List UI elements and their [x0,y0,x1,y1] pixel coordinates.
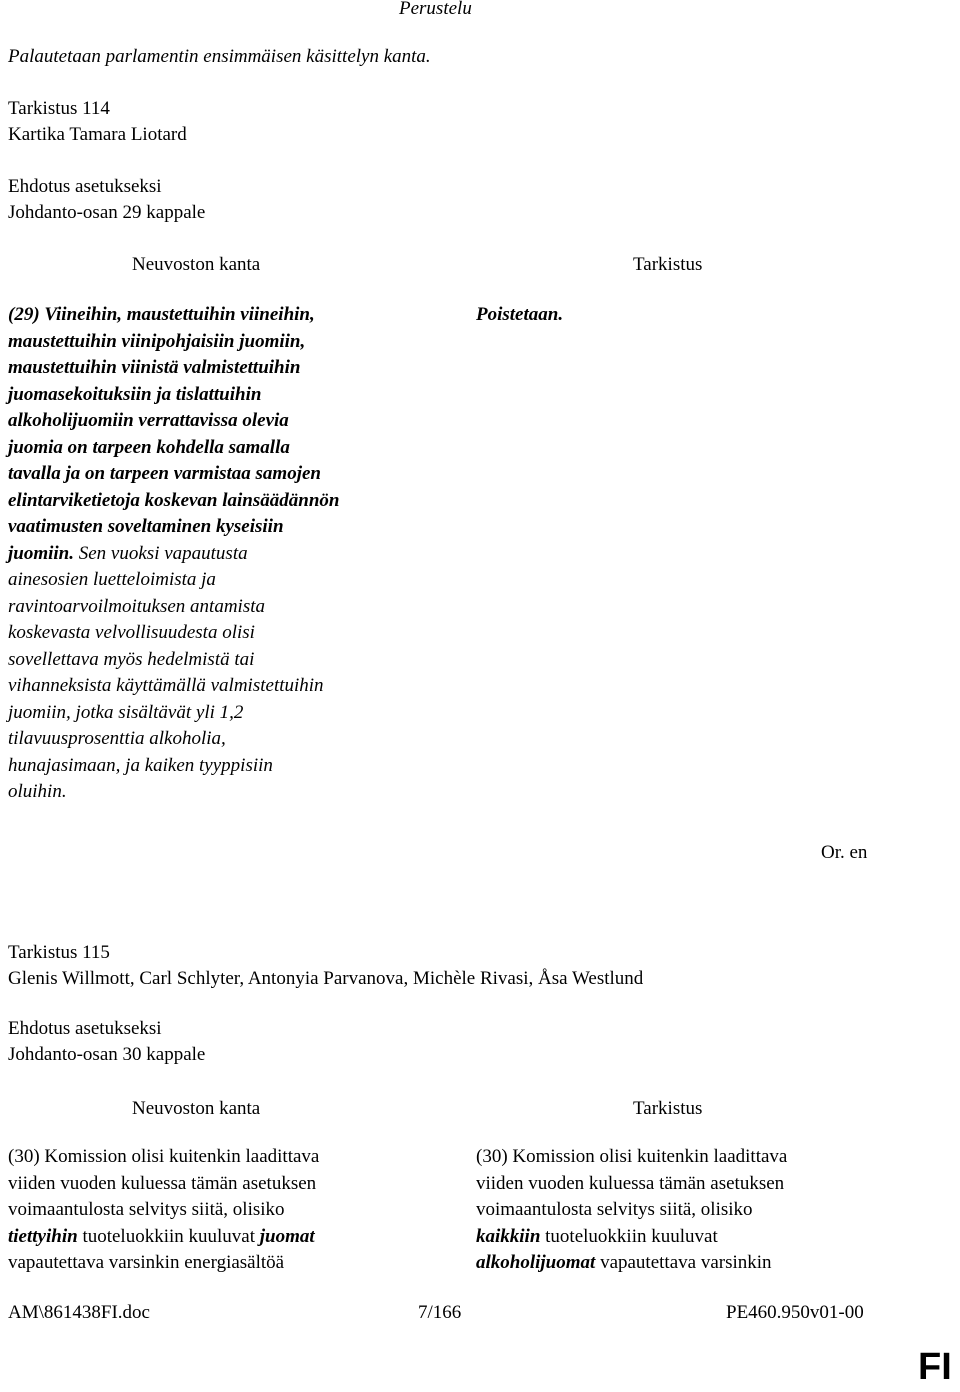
text-line: maustettuihin viinipohjaisiin juomiin, [8,330,306,352]
text-line: viiden vuoden kuluessa tämän asetuksen [476,1172,785,1194]
footer-language-code: FI [918,1346,952,1388]
text-line: koskevasta velvollisuudesta olisi [8,622,255,643]
footer-doc-ref: AM\861438FI.doc [8,1302,150,1323]
amendment-114-council-text [8,302,468,806]
text-line: voimaantulosta selvitys siitä, olisiko [476,1199,753,1220]
text-segment-bold: kaikkiin [476,1225,541,1247]
text-line: (30) Komission olisi kuitenkin laadittava [8,1146,320,1167]
text-line: vihanneksista käyttämällä valmistettuihin [8,675,324,696]
column-head-amendment: Tarkistus [633,254,703,275]
column-head-council: Neuvoston kanta [132,254,261,275]
text-line: oluihin. [8,781,67,802]
perustelu-heading: Perustelu [399,0,472,19]
text-segment-bold: alkoholijuomat [476,1252,596,1273]
text-line: hunajasimaan, ja kaiken tyyppisiin [8,754,273,776]
amendment-114-ref: Johdanto-osan 29 kappale [8,202,206,223]
text-line: maustettuihin viinistä valmistettuihin [8,357,301,378]
text-line: viiden vuoden kuluessa tämän asetuksen [8,1172,317,1194]
text-line: vapautettava varsinkin energiasältöä [8,1252,285,1273]
amendment-115-title: Tarkistus 115 [8,942,110,963]
text-line: juomasekoituksiin ja tislattuihin [8,383,262,405]
footer-page-number: 7/166 [418,1302,462,1323]
text-line: tilavuusprosenttia alkoholia, [8,728,226,749]
amendment-114-author: Kartika Tamara Liotard [8,124,187,145]
text-line: elintarviketietoja koskevan lainsäädännön [8,489,340,511]
amendment-114-proposal: Ehdotus asetukseksi [8,176,162,197]
column-head-council: Neuvoston kanta [132,1098,261,1119]
text-line: sovellettava myös hedelmistä tai [8,648,255,670]
amendment-115-amended-text [476,1144,946,1277]
text-line: vaatimusten soveltaminen kyseisiin [8,516,284,537]
amendment-115-ref: Johdanto-osan 30 kappale [8,1044,206,1065]
text-line: tavalla ja on tarpeen varmistaa samojen [8,463,321,484]
text-segment: tuoteluokkiin kuuluvat [540,1225,718,1247]
justification-text: Palautetaan parlamentin ensimmäisen käsittelyn kanta. [8,46,431,67]
text-line [476,1250,946,1277]
text-line: ravintoarvoilmoituksen antamista [8,595,266,617]
text-line: voimaantulosta selvitys siitä, olisiko [8,1199,285,1220]
text-segment: vapautettava varsinkin [595,1252,772,1273]
text-line [8,541,468,568]
text-line: alkoholijuomiin verrattavissa olevia [8,410,289,431]
amendment-115-proposal: Ehdotus asetukseksi [8,1018,162,1039]
text-segment-bold: juomiin. [8,542,74,564]
amendment-115-authors: Glenis Willmott, Carl Schlyter, Antonyia Parvanova, Michèle Rivasi, Åsa Westlund [8,968,644,989]
text-line [8,1224,468,1251]
text-line: juomia on tarpeen kohdella samalla [8,436,290,458]
amendment-114-deleted: Poistetaan. [476,304,564,325]
column-head-amendment: Tarkistus [633,1098,703,1119]
text-segment: tuoteluokkiin kuuluvat [77,1225,260,1247]
amendment-114-title: Tarkistus 114 [8,98,110,119]
text-segment: Sen vuoksi vapautusta [74,542,248,564]
text-segment-bold: juomat [259,1225,315,1247]
text-line: (29) Viineihin, maustettuihin viineihin, [8,304,315,325]
text-line: juomiin, jotka sisältävät yli 1,2 [8,701,244,723]
text-line: ainesosien luetteloimista ja [8,569,216,590]
footer-pe-ref: PE460.950v01-00 [726,1302,864,1323]
original-language: Or. en [821,842,868,863]
text-line: (30) Komission olisi kuitenkin laadittava [476,1146,788,1167]
amendment-115-council-text [8,1144,468,1277]
text-segment-bold: tiettyihin [8,1225,78,1247]
text-line [476,1224,946,1251]
